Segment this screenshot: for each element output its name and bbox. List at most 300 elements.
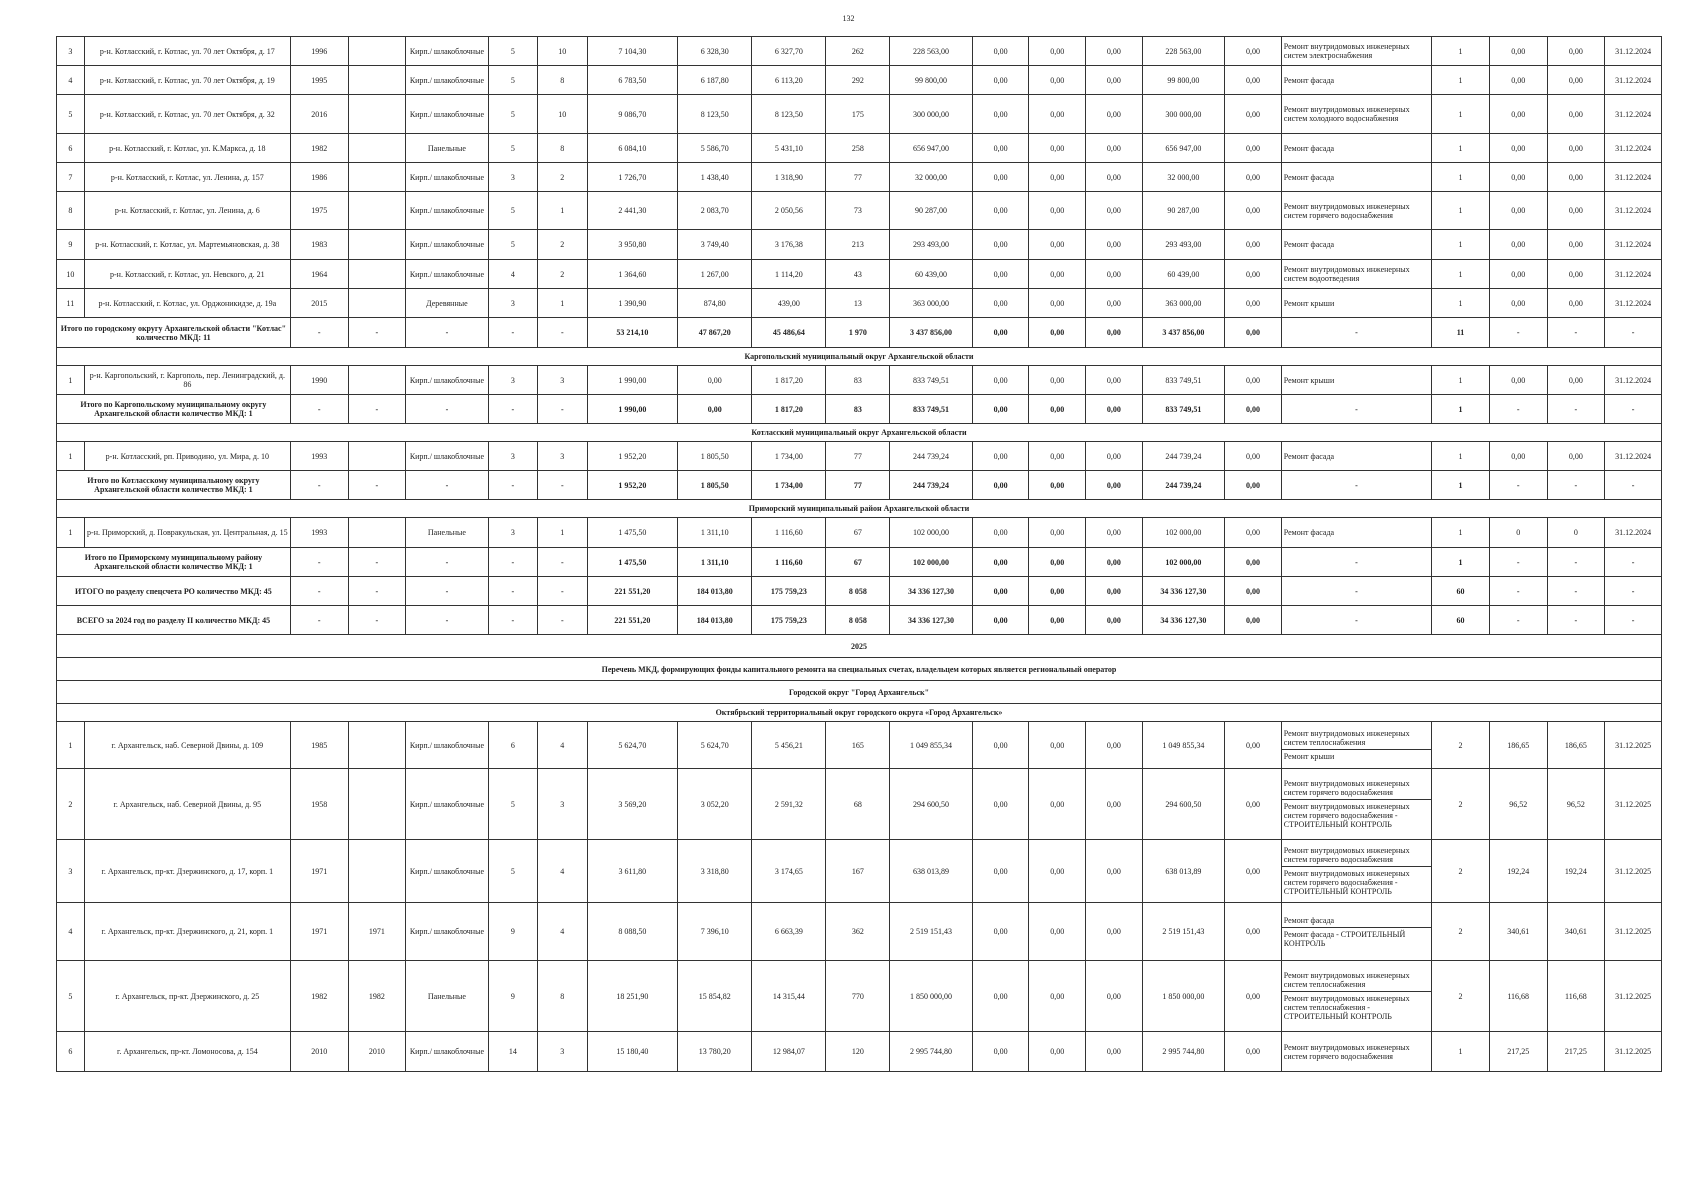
regional-funds-cell: 0,00 bbox=[1029, 471, 1086, 500]
residents-cell: 770 bbox=[826, 961, 890, 1032]
floors-cell: - bbox=[488, 318, 537, 348]
wall-material-cell: - bbox=[406, 395, 488, 424]
entrances-cell: - bbox=[538, 318, 587, 348]
year-built-cell: - bbox=[290, 606, 348, 635]
premises-area-cell: 3 052,20 bbox=[678, 769, 752, 840]
wall-material-cell: Кирп./ шлакоблочные bbox=[406, 192, 488, 230]
specific-cost-cell: - bbox=[1489, 606, 1547, 635]
row-number-cell: 8 bbox=[57, 192, 85, 230]
total-label: Итого по городскому округу Архангельской области "Котлас" количество МКД: 11 bbox=[57, 318, 291, 348]
other-funds-cell: 0,00 bbox=[1225, 548, 1282, 577]
specific-cost-cell: 340,61 bbox=[1489, 903, 1547, 961]
total-row bbox=[57, 577, 1662, 606]
section-header-row bbox=[57, 635, 1662, 658]
residential-area-cell: 8 123,50 bbox=[752, 95, 826, 134]
regional-funds-cell: 0,00 bbox=[1029, 606, 1086, 635]
address-cell: р-н. Котласский, г. Котлас, ул. Ленина, д. 6 bbox=[84, 192, 290, 230]
work-count-cell: 11 bbox=[1432, 318, 1490, 348]
address-cell: г. Архангельск, пр-кт. Ломоносова, д. 154 bbox=[84, 1032, 290, 1072]
wall-material-cell: - bbox=[406, 318, 488, 348]
year-built-cell: 1958 bbox=[290, 769, 348, 840]
year-built-cell: - bbox=[290, 318, 348, 348]
specific-cost-cell: 0,00 bbox=[1489, 260, 1547, 289]
specific-cost-cell: 0,00 bbox=[1489, 163, 1547, 192]
wall-material-cell: Панельные bbox=[406, 961, 488, 1032]
completion-date-cell: 31.12.2024 bbox=[1605, 366, 1662, 395]
year-commissioned-cell: - bbox=[348, 577, 406, 606]
entrances-cell: 4 bbox=[538, 840, 587, 903]
work-type-item: Ремонт крыши bbox=[1283, 375, 1335, 385]
max-specific-cost-cell: - bbox=[1547, 548, 1605, 577]
work-type-cell bbox=[1281, 230, 1431, 260]
table-row bbox=[57, 95, 1662, 134]
floors-cell: 6 bbox=[488, 722, 537, 769]
other-funds-cell: 0,00 bbox=[1225, 722, 1282, 769]
work-type-cell bbox=[1281, 366, 1431, 395]
specific-cost-cell: 186,65 bbox=[1489, 722, 1547, 769]
regional-funds-cell: 0,00 bbox=[1029, 260, 1086, 289]
completion-date-cell: 31.12.2025 bbox=[1605, 903, 1662, 961]
total-cost-cell: 2 519 151,43 bbox=[890, 903, 972, 961]
residents-cell: 262 bbox=[826, 37, 890, 66]
residents-cell: 120 bbox=[826, 1032, 890, 1072]
table-row bbox=[57, 134, 1662, 163]
completion-date-cell: 31.12.2024 bbox=[1605, 289, 1662, 318]
entrances-cell: 10 bbox=[538, 95, 587, 134]
residential-area-cell: 439,00 bbox=[752, 289, 826, 318]
federal-funds-cell: 0,00 bbox=[972, 471, 1029, 500]
other-funds-cell: 0,00 bbox=[1225, 192, 1282, 230]
other-funds-cell: 0,00 bbox=[1225, 769, 1282, 840]
floors-cell: 3 bbox=[488, 442, 537, 471]
residents-cell: 77 bbox=[826, 442, 890, 471]
owner-funds-cell: 1 049 855,34 bbox=[1142, 722, 1224, 769]
entrances-cell: 3 bbox=[538, 442, 587, 471]
total-label: Итого по Каргопольскому муниципальному округу Архангельской области количество МКД: 1 bbox=[57, 395, 291, 424]
work-count-cell: 1 bbox=[1432, 442, 1490, 471]
year-commissioned-cell bbox=[348, 769, 406, 840]
row-number-cell: 4 bbox=[57, 903, 85, 961]
entrances-cell: 1 bbox=[538, 289, 587, 318]
total-area-cell: 7 104,30 bbox=[587, 37, 678, 66]
residential-area-cell: 3 174,65 bbox=[752, 840, 826, 903]
floors-cell: - bbox=[488, 548, 537, 577]
owner-funds-cell: 363 000,00 bbox=[1142, 289, 1224, 318]
floors-cell: 3 bbox=[488, 366, 537, 395]
total-cost-cell: 1 850 000,00 bbox=[890, 961, 972, 1032]
row-number-cell: 4 bbox=[57, 66, 85, 95]
work-type-cell bbox=[1281, 518, 1431, 548]
work-count-cell: 2 bbox=[1432, 722, 1490, 769]
premises-area-cell: 1 311,10 bbox=[678, 548, 752, 577]
row-number-cell: 10 bbox=[57, 260, 85, 289]
year-commissioned-cell bbox=[348, 518, 406, 548]
premises-area-cell: 0,00 bbox=[678, 366, 752, 395]
total-row bbox=[57, 548, 1662, 577]
floors-cell: 5 bbox=[488, 66, 537, 95]
owner-funds-cell: 3 437 856,00 bbox=[1142, 318, 1224, 348]
premises-area-cell: 184 013,80 bbox=[678, 606, 752, 635]
year-built-cell: 1986 bbox=[290, 163, 348, 192]
regional-funds-cell: 0,00 bbox=[1029, 961, 1086, 1032]
other-funds-cell: 0,00 bbox=[1225, 66, 1282, 95]
residential-area-cell: 1 114,20 bbox=[752, 260, 826, 289]
total-area-cell: 3 569,20 bbox=[587, 769, 678, 840]
entrances-cell: 4 bbox=[538, 903, 587, 961]
work-type-cell bbox=[1281, 66, 1431, 95]
federal-funds-cell: 0,00 bbox=[972, 134, 1029, 163]
floors-cell: 5 bbox=[488, 37, 537, 66]
section-title: Перечень МКД, формирующих фонды капитального ремонта на специальных счетах, владельцем которых является региональный оператор bbox=[57, 658, 1662, 681]
work-type-cell: - bbox=[1281, 318, 1431, 348]
work-type-item: Ремонт внутридомовых инженерных систем горячего водоснабжения - СТРОИТЕЛЬНЫЙ КОНТРОЛЬ bbox=[1282, 866, 1431, 896]
local-funds-cell: 0,00 bbox=[1086, 230, 1143, 260]
wall-material-cell: Кирп./ шлакоблочные bbox=[406, 37, 488, 66]
regional-funds-cell: 0,00 bbox=[1029, 442, 1086, 471]
entrances-cell: - bbox=[538, 548, 587, 577]
floors-cell: 3 bbox=[488, 518, 537, 548]
total-area-cell: 18 251,90 bbox=[587, 961, 678, 1032]
max-specific-cost-cell: 96,52 bbox=[1547, 769, 1605, 840]
wall-material-cell: - bbox=[406, 577, 488, 606]
owner-funds-cell: 2 995 744,80 bbox=[1142, 1032, 1224, 1072]
local-funds-cell: 0,00 bbox=[1086, 318, 1143, 348]
specific-cost-cell: 0,00 bbox=[1489, 66, 1547, 95]
year-built-cell: 1990 bbox=[290, 366, 348, 395]
floors-cell: 9 bbox=[488, 903, 537, 961]
max-specific-cost-cell: 0,00 bbox=[1547, 366, 1605, 395]
total-cost-cell: 90 287,00 bbox=[890, 192, 972, 230]
address-cell: р-н. Каргопольский, г. Каргополь, пер. Ленинградский, д. 86 bbox=[84, 366, 290, 395]
work-type-cell: - bbox=[1281, 577, 1431, 606]
table-row bbox=[57, 769, 1662, 840]
entrances-cell: 10 bbox=[538, 37, 587, 66]
max-specific-cost-cell: 0,00 bbox=[1547, 163, 1605, 192]
address-cell: р-н. Котласский, г. Котлас, ул. 70 лет Октября, д. 17 bbox=[84, 37, 290, 66]
work-count-cell: 2 bbox=[1432, 840, 1490, 903]
specific-cost-cell: 0,00 bbox=[1489, 192, 1547, 230]
regional-funds-cell: 0,00 bbox=[1029, 192, 1086, 230]
wall-material-cell: Кирп./ шлакоблочные bbox=[406, 95, 488, 134]
address-cell: р-н. Котласский, г. Котлас, ул. 70 лет Октября, д. 32 bbox=[84, 95, 290, 134]
federal-funds-cell: 0,00 bbox=[972, 318, 1029, 348]
residential-area-cell: 5 431,10 bbox=[752, 134, 826, 163]
entrances-cell: 1 bbox=[538, 518, 587, 548]
work-type-item: Ремонт фасада bbox=[1283, 143, 1335, 153]
work-type-cell bbox=[1281, 192, 1431, 230]
year-commissioned-cell: - bbox=[348, 606, 406, 635]
row-number-cell: 1 bbox=[57, 722, 85, 769]
local-funds-cell: 0,00 bbox=[1086, 606, 1143, 635]
residents-cell: 83 bbox=[826, 366, 890, 395]
floors-cell: 5 bbox=[488, 840, 537, 903]
federal-funds-cell: 0,00 bbox=[972, 395, 1029, 424]
owner-funds-cell: 833 749,51 bbox=[1142, 395, 1224, 424]
work-type-cell bbox=[1281, 722, 1431, 769]
table-row bbox=[57, 37, 1662, 66]
specific-cost-cell: 0,00 bbox=[1489, 230, 1547, 260]
other-funds-cell: 0,00 bbox=[1225, 903, 1282, 961]
completion-date-cell: 31.12.2024 bbox=[1605, 192, 1662, 230]
year-built-cell: - bbox=[290, 577, 348, 606]
owner-funds-cell: 32 000,00 bbox=[1142, 163, 1224, 192]
floors-cell: 5 bbox=[488, 769, 537, 840]
total-cost-cell: 833 749,51 bbox=[890, 366, 972, 395]
residents-cell: 73 bbox=[826, 192, 890, 230]
residential-area-cell: 3 176,38 bbox=[752, 230, 826, 260]
other-funds-cell: 0,00 bbox=[1225, 471, 1282, 500]
owner-funds-cell: 656 947,00 bbox=[1142, 134, 1224, 163]
year-commissioned-cell: - bbox=[348, 395, 406, 424]
table-row bbox=[57, 903, 1662, 961]
completion-date-cell: - bbox=[1605, 395, 1662, 424]
floors-cell: 5 bbox=[488, 230, 537, 260]
floors-cell: 9 bbox=[488, 961, 537, 1032]
row-number-cell: 1 bbox=[57, 442, 85, 471]
floors-cell: - bbox=[488, 606, 537, 635]
owner-funds-cell: 2 519 151,43 bbox=[1142, 903, 1224, 961]
max-specific-cost-cell: - bbox=[1547, 606, 1605, 635]
premises-area-cell: 6 187,80 bbox=[678, 66, 752, 95]
max-specific-cost-cell: 340,61 bbox=[1547, 903, 1605, 961]
other-funds-cell: 0,00 bbox=[1225, 37, 1282, 66]
residents-cell: 77 bbox=[826, 471, 890, 500]
total-area-cell: 1 952,20 bbox=[587, 442, 678, 471]
premises-area-cell: 0,00 bbox=[678, 395, 752, 424]
premises-area-cell: 2 083,70 bbox=[678, 192, 752, 230]
total-cost-cell: 244 739,24 bbox=[890, 471, 972, 500]
local-funds-cell: 0,00 bbox=[1086, 134, 1143, 163]
address-cell: г. Архангельск, пр-кт. Дзержинского, д. 21, корп. 1 bbox=[84, 903, 290, 961]
work-type-item: Ремонт внутридомовых инженерных систем горячего водоснабжения bbox=[1283, 1042, 1410, 1061]
wall-material-cell: Кирп./ шлакоблочные bbox=[406, 260, 488, 289]
max-specific-cost-cell: 0,00 bbox=[1547, 192, 1605, 230]
max-specific-cost-cell: 0 bbox=[1547, 518, 1605, 548]
residents-cell: 292 bbox=[826, 66, 890, 95]
work-type-item: Ремонт фасада - СТРОИТЕЛЬНЫЙ КОНТРОЛЬ bbox=[1282, 927, 1431, 948]
federal-funds-cell: 0,00 bbox=[972, 95, 1029, 134]
residential-area-cell: 1 734,00 bbox=[752, 442, 826, 471]
table-row bbox=[57, 840, 1662, 903]
owner-funds-cell: 294 600,50 bbox=[1142, 769, 1224, 840]
year-commissioned-cell bbox=[348, 37, 406, 66]
work-count-cell: 1 bbox=[1432, 471, 1490, 500]
regional-funds-cell: 0,00 bbox=[1029, 577, 1086, 606]
work-count-cell: 60 bbox=[1432, 606, 1490, 635]
work-type-item: Ремонт фасада bbox=[1283, 915, 1335, 925]
premises-area-cell: 6 328,30 bbox=[678, 37, 752, 66]
local-funds-cell: 0,00 bbox=[1086, 163, 1143, 192]
owner-funds-cell: 244 739,24 bbox=[1142, 471, 1224, 500]
table-row bbox=[57, 163, 1662, 192]
total-cost-cell: 363 000,00 bbox=[890, 289, 972, 318]
premises-area-cell: 1 438,40 bbox=[678, 163, 752, 192]
table-row bbox=[57, 66, 1662, 95]
residential-area-cell: 1 734,00 bbox=[752, 471, 826, 500]
other-funds-cell: 0,00 bbox=[1225, 840, 1282, 903]
completion-date-cell: 31.12.2025 bbox=[1605, 722, 1662, 769]
max-specific-cost-cell: 192,24 bbox=[1547, 840, 1605, 903]
address-cell: р-н. Котласский, г. Котлас, ул. Ленина, д. 157 bbox=[84, 163, 290, 192]
work-count-cell: 1 bbox=[1432, 66, 1490, 95]
wall-material-cell: Кирп./ шлакоблочные bbox=[406, 163, 488, 192]
address-cell: г. Архангельск, пр-кт. Дзержинского, д. 17, корп. 1 bbox=[84, 840, 290, 903]
premises-area-cell: 1 311,10 bbox=[678, 518, 752, 548]
other-funds-cell: 0,00 bbox=[1225, 260, 1282, 289]
work-type-item: Ремонт фасада bbox=[1283, 75, 1335, 85]
completion-date-cell: 31.12.2024 bbox=[1605, 66, 1662, 95]
total-area-cell: 6 084,10 bbox=[587, 134, 678, 163]
total-cost-cell: 833 749,51 bbox=[890, 395, 972, 424]
work-type-cell bbox=[1281, 840, 1431, 903]
specific-cost-cell: - bbox=[1489, 318, 1547, 348]
owner-funds-cell: 244 739,24 bbox=[1142, 442, 1224, 471]
specific-cost-cell: 116,68 bbox=[1489, 961, 1547, 1032]
premises-area-cell: 5 586,70 bbox=[678, 134, 752, 163]
entrances-cell: 8 bbox=[538, 66, 587, 95]
completion-date-cell: - bbox=[1605, 548, 1662, 577]
page-number: 132 bbox=[842, 14, 855, 23]
completion-date-cell: 31.12.2025 bbox=[1605, 840, 1662, 903]
work-count-cell: 2 bbox=[1432, 769, 1490, 840]
section-header-row bbox=[57, 704, 1662, 722]
max-specific-cost-cell: 0,00 bbox=[1547, 442, 1605, 471]
floors-cell: 5 bbox=[488, 95, 537, 134]
federal-funds-cell: 0,00 bbox=[972, 903, 1029, 961]
federal-funds-cell: 0,00 bbox=[972, 548, 1029, 577]
year-built-cell: - bbox=[290, 395, 348, 424]
total-area-cell: 1 475,50 bbox=[587, 548, 678, 577]
owner-funds-cell: 102 000,00 bbox=[1142, 518, 1224, 548]
year-commissioned-cell: 1971 bbox=[348, 903, 406, 961]
premises-area-cell: 874,80 bbox=[678, 289, 752, 318]
year-commissioned-cell bbox=[348, 192, 406, 230]
address-cell: р-н. Котласский, рп. Приводино, ул. Мира, д. 10 bbox=[84, 442, 290, 471]
year-built-cell: 1985 bbox=[290, 722, 348, 769]
other-funds-cell: 0,00 bbox=[1225, 318, 1282, 348]
regional-funds-cell: 0,00 bbox=[1029, 548, 1086, 577]
local-funds-cell: 0,00 bbox=[1086, 903, 1143, 961]
residents-cell: 43 bbox=[826, 260, 890, 289]
local-funds-cell: 0,00 bbox=[1086, 577, 1143, 606]
total-cost-cell: 294 600,50 bbox=[890, 769, 972, 840]
work-count-cell: 1 bbox=[1432, 1032, 1490, 1072]
work-type-item: Ремонт фасада bbox=[1283, 240, 1335, 249]
owner-funds-cell: 34 336 127,30 bbox=[1142, 606, 1224, 635]
residents-cell: 68 bbox=[826, 769, 890, 840]
year-commissioned-cell: 1982 bbox=[348, 961, 406, 1032]
owner-funds-cell: 833 749,51 bbox=[1142, 366, 1224, 395]
specific-cost-cell: 0,00 bbox=[1489, 95, 1547, 134]
other-funds-cell: 0,00 bbox=[1225, 1032, 1282, 1072]
total-label: ИТОГО по разделу спецсчета РО количество МКД: 45 bbox=[57, 577, 291, 606]
local-funds-cell: 0,00 bbox=[1086, 192, 1143, 230]
owner-funds-cell: 99 800,00 bbox=[1142, 66, 1224, 95]
regional-funds-cell: 0,00 bbox=[1029, 1032, 1086, 1072]
work-type-cell: - bbox=[1281, 606, 1431, 635]
year-commissioned-cell bbox=[348, 95, 406, 134]
owner-funds-cell: 90 287,00 bbox=[1142, 192, 1224, 230]
total-area-cell: 15 180,40 bbox=[587, 1032, 678, 1072]
federal-funds-cell: 0,00 bbox=[972, 606, 1029, 635]
work-count-cell: 1 bbox=[1432, 163, 1490, 192]
federal-funds-cell: 0,00 bbox=[972, 961, 1029, 1032]
floors-cell: 3 bbox=[488, 289, 537, 318]
work-type-item: Ремонт фасада bbox=[1283, 528, 1335, 537]
total-cost-cell: 244 739,24 bbox=[890, 442, 972, 471]
row-number-cell: 3 bbox=[57, 37, 85, 66]
row-number-cell: 5 bbox=[57, 961, 85, 1032]
completion-date-cell: 31.12.2025 bbox=[1605, 1032, 1662, 1072]
table-row bbox=[57, 192, 1662, 230]
entrances-cell: 2 bbox=[538, 163, 587, 192]
total-row bbox=[57, 395, 1662, 424]
work-type-item: Ремонт внутридомовых инженерных систем горячего водоснабжения bbox=[1283, 201, 1410, 220]
floors-cell: 5 bbox=[488, 192, 537, 230]
wall-material-cell: - bbox=[406, 471, 488, 500]
row-number-cell: 2 bbox=[57, 769, 85, 840]
section-header-row bbox=[57, 658, 1662, 681]
federal-funds-cell: 0,00 bbox=[972, 289, 1029, 318]
wall-material-cell: Кирп./ шлакоблочные bbox=[406, 840, 488, 903]
local-funds-cell: 0,00 bbox=[1086, 548, 1143, 577]
entrances-cell: 2 bbox=[538, 260, 587, 289]
work-type-cell bbox=[1281, 289, 1431, 318]
work-count-cell: 1 bbox=[1432, 366, 1490, 395]
residential-area-cell: 1 817,20 bbox=[752, 366, 826, 395]
regional-funds-cell: 0,00 bbox=[1029, 722, 1086, 769]
floors-cell: 5 bbox=[488, 134, 537, 163]
section-header-row bbox=[57, 500, 1662, 518]
entrances-cell: - bbox=[538, 471, 587, 500]
wall-material-cell: - bbox=[406, 548, 488, 577]
row-number-cell: 1 bbox=[57, 366, 85, 395]
federal-funds-cell: 0,00 bbox=[972, 518, 1029, 548]
premises-area-cell: 13 780,20 bbox=[678, 1032, 752, 1072]
premises-area-cell: 3 318,80 bbox=[678, 840, 752, 903]
max-specific-cost-cell: 0,00 bbox=[1547, 37, 1605, 66]
premises-area-cell: 47 867,20 bbox=[678, 318, 752, 348]
address-cell: р-н. Котласский, г. Котлас, ул. К.Маркса, д. 18 bbox=[84, 134, 290, 163]
total-row bbox=[57, 318, 1662, 348]
premises-area-cell: 5 624,70 bbox=[678, 722, 752, 769]
work-type-item: Ремонт внутридомовых инженерных систем горячего водоснабжения bbox=[1283, 846, 1410, 864]
specific-cost-cell: 0 bbox=[1489, 518, 1547, 548]
row-number-cell: 6 bbox=[57, 1032, 85, 1072]
total-area-cell: 2 441,30 bbox=[587, 192, 678, 230]
regional-funds-cell: 0,00 bbox=[1029, 37, 1086, 66]
specific-cost-cell: 192,24 bbox=[1489, 840, 1547, 903]
work-type-item: Ремонт крыши bbox=[1283, 298, 1335, 308]
regional-funds-cell: 0,00 bbox=[1029, 66, 1086, 95]
residents-cell: 258 bbox=[826, 134, 890, 163]
federal-funds-cell: 0,00 bbox=[972, 163, 1029, 192]
local-funds-cell: 0,00 bbox=[1086, 1032, 1143, 1072]
year-built-cell: 1975 bbox=[290, 192, 348, 230]
work-count-cell: 2 bbox=[1432, 903, 1490, 961]
residential-area-cell: 5 456,21 bbox=[752, 722, 826, 769]
entrances-cell: 8 bbox=[538, 134, 587, 163]
total-area-cell: 1 390,90 bbox=[587, 289, 678, 318]
specific-cost-cell: - bbox=[1489, 577, 1547, 606]
federal-funds-cell: 0,00 bbox=[972, 577, 1029, 606]
federal-funds-cell: 0,00 bbox=[972, 840, 1029, 903]
owner-funds-cell: 228 563,00 bbox=[1142, 37, 1224, 66]
work-count-cell: 1 bbox=[1432, 518, 1490, 548]
completion-date-cell: - bbox=[1605, 471, 1662, 500]
table-row bbox=[57, 961, 1662, 1032]
federal-funds-cell: 0,00 bbox=[972, 66, 1029, 95]
